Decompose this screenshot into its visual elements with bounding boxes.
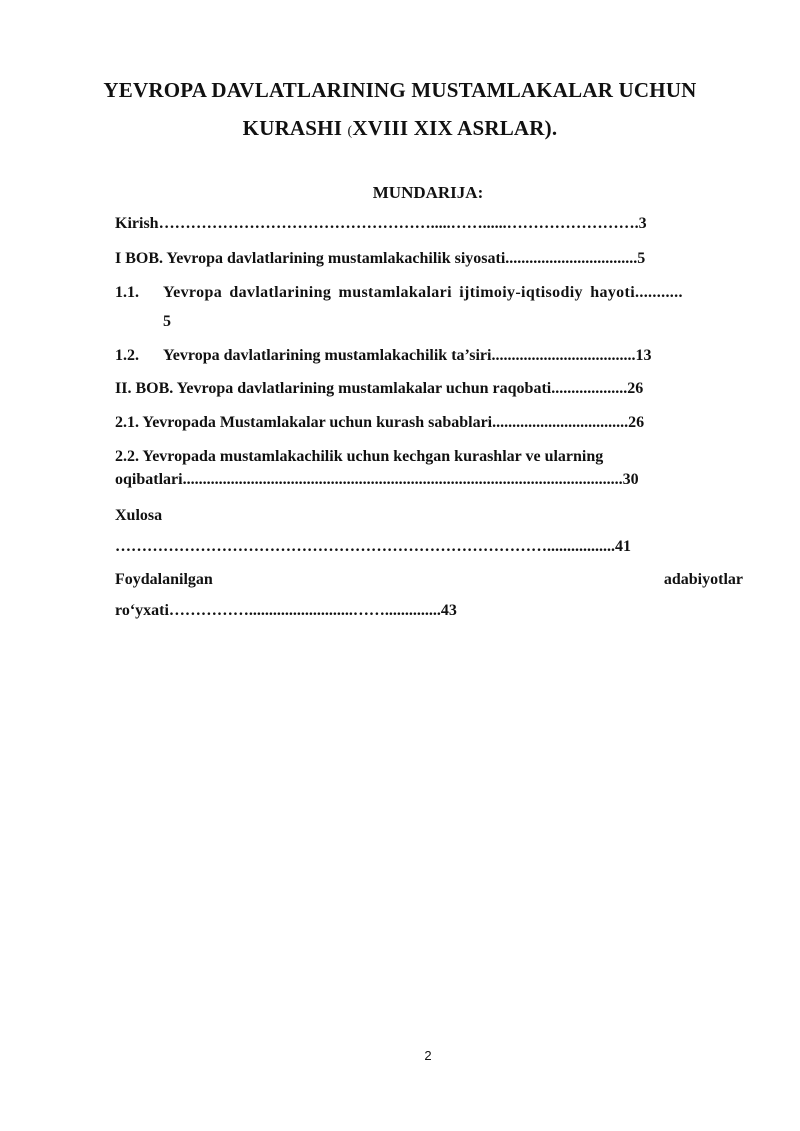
toc-text: Yevropa davlatlarining mustamlakachilik ta’siri....................................13 — [163, 347, 652, 364]
toc-entry-references-right: adabiyotlar — [663, 571, 743, 588]
title-line-2-rest: XVIII XIX ASRLAR). — [352, 116, 558, 140]
document-title-line-2 — [60, 116, 740, 141]
toc-entry-references-page: ro‘yxati……………..........................……..............43 — [115, 602, 457, 619]
toc-entry-chapter-2: II. BOB. Yevropa davlatlarining mustamlakalar uchun raqobati...................26 — [115, 380, 644, 397]
toc-entry-section-2-2: 2.2. Yevropada mustamlakachilik uchun kechgan kurashlar ve ularning — [115, 448, 604, 465]
toc-entry-section-2-1: 2.1. Yevropada Mustamlakalar uchun kurash sabablari..................................26 — [115, 414, 645, 431]
toc-number: 1.1. — [115, 284, 139, 301]
title-line-2-main: KURASHI — [242, 116, 348, 140]
document-title-line-1: YEVROPA DAVLATLARINING MUSTAMLAKALAR UCHUN — [103, 78, 697, 102]
contents-heading: MUNDARIJA: — [372, 183, 484, 202]
toc-entry-xulosa-page: ……………………………………………………………………….................41 — [115, 538, 631, 555]
toc-text: Yevropa davlatlarining mustamlakalari ijtimoiy-iqtisodiy hayoti........... — [163, 284, 683, 301]
toc-entry-chapter-1: I BOB. Yevropa davlatlarining mustamlakachilik siyosati.................................5 — [115, 250, 646, 267]
toc-entry-kirish: Kirish…………………………………………….....……......…………………….3 — [115, 215, 647, 232]
title-paren: ( — [347, 124, 353, 139]
toc-entry-references: Foydalanilgan — [115, 571, 213, 588]
page-number: 2 — [424, 1048, 432, 1063]
toc-page-section-1-1: 5 — [163, 313, 171, 330]
toc-number: 1.2. — [115, 347, 139, 364]
toc-entry-section-1-2 — [115, 347, 651, 365]
toc-entry-xulosa: Xulosa — [115, 507, 163, 524]
toc-entry-section-2-2-cont: oqibatlari..............................................................................................................30 — [115, 471, 639, 488]
toc-entry-section-1-1 — [115, 284, 683, 302]
